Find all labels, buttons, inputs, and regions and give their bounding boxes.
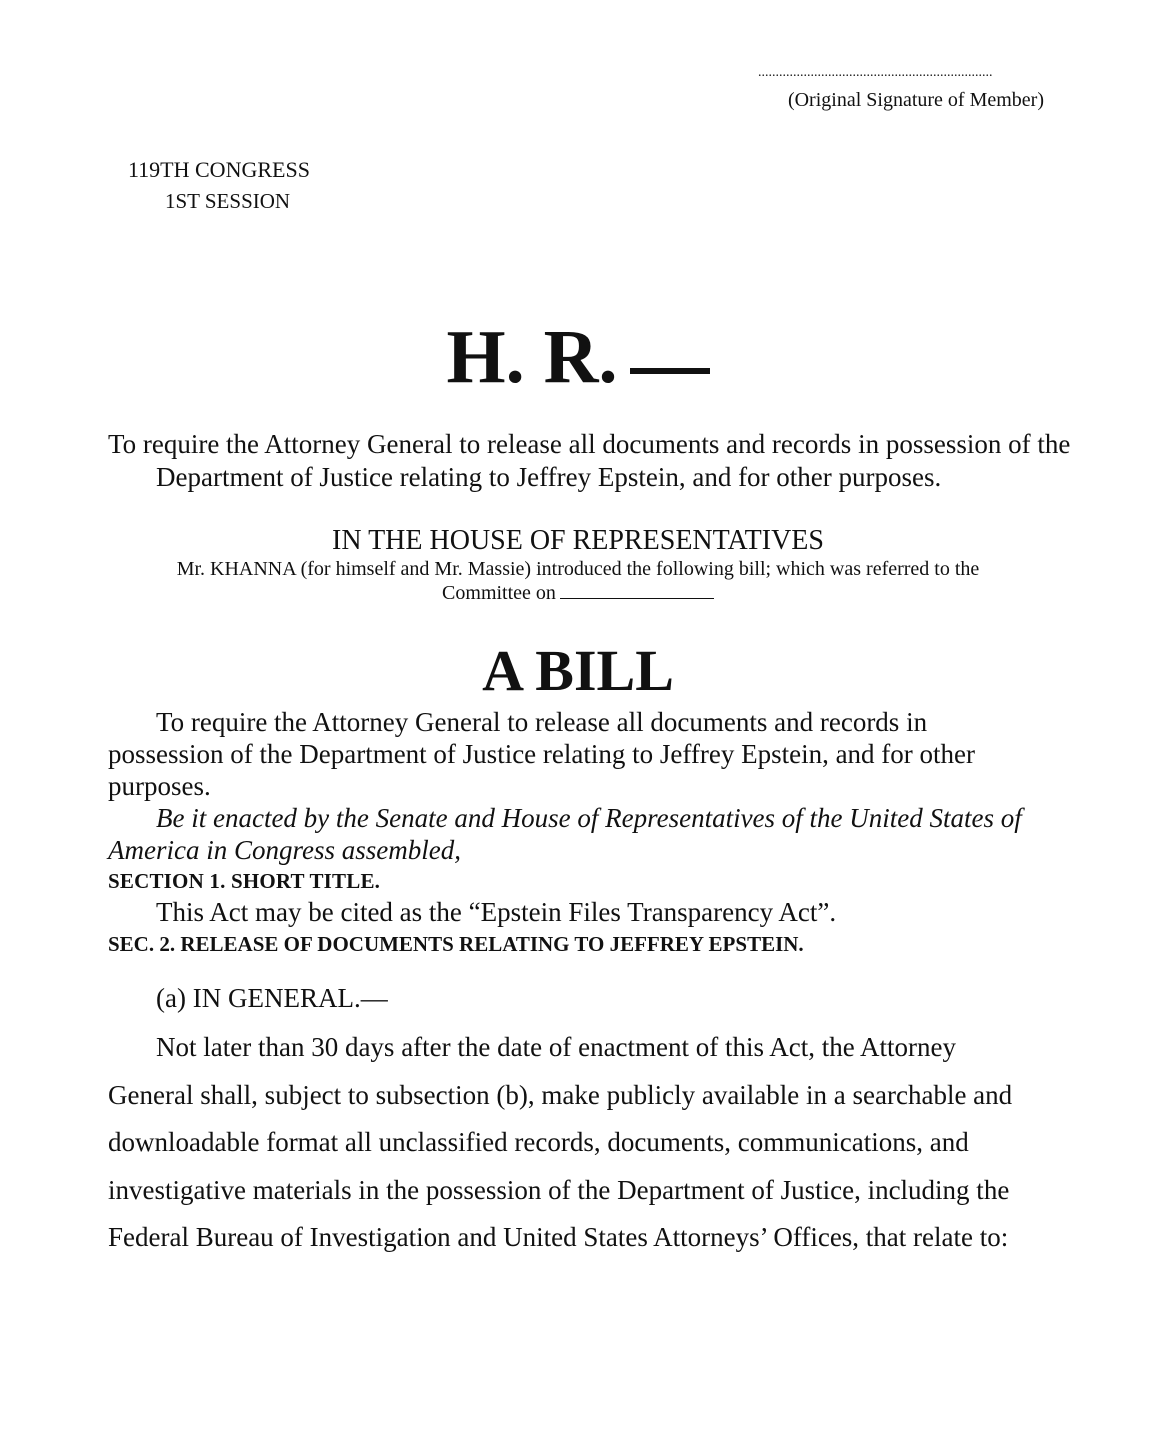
- purpose-heading: To require the Attorney General to release all documents and records in possession of the Department of Justice relating to Jeffrey Epstein, and for other purposes.: [108, 429, 1071, 492]
- congress-number: 119TH CONGRESS: [128, 157, 310, 182]
- section-1-text: This Act may be cited as the “Epstein Files Transparency Act”.: [156, 897, 837, 927]
- section-2-heading: SEC. 2. RELEASE OF DOCUMENTS RELATING TO JEFFREY EPSTEIN.: [108, 932, 804, 956]
- enacting-clause: Be it enacted by the Senate and House of Representatives of the United States of America in Congress assembled,: [108, 803, 1022, 865]
- house-title: IN THE HOUSE OF REPRESENTATIVES: [332, 525, 824, 556]
- bill-number-blank: [630, 368, 710, 374]
- signature-label: (Original Signature of Member): [787, 89, 1044, 111]
- bill-body: [108, 706, 1048, 1262]
- session-number: 1ST SESSION: [165, 189, 291, 213]
- committee-blank: [560, 582, 714, 599]
- bill-purpose: To require the Attorney General to release all documents and records in possession of the Department of Justice relating to Jeffrey Epstein, and for other purposes.: [108, 707, 976, 801]
- bill-number-prefix: H. R.: [446, 315, 618, 399]
- bill-number-heading: [0, 312, 1156, 402]
- subsection-a-heading: (a) IN GENERAL.—: [156, 983, 388, 1013]
- introduction-text: Mr. KHANNA (for himself and Mr. Massie) introduced the following bill; which was referred to the Committee on: [176, 558, 980, 604]
- section-1-heading: SECTION 1. SHORT TITLE.: [108, 869, 381, 893]
- signature-line: ...................................................................: [758, 65, 993, 80]
- introduction-line: [130, 557, 1026, 605]
- subsection-a-text: Not later than 30 days after the date of enactment of this Act, the Attorney General shall, subject to subsection (b), make publicly available in a searchable and downloadable format all unclassified records, documents, communications, and investigative materials in the possession of the Department of Justice, including the Federal Bureau of Investigation and United States Attorneys’ Offices, that relate to:: [108, 1032, 1013, 1252]
- bill-title: A BILL: [482, 638, 674, 703]
